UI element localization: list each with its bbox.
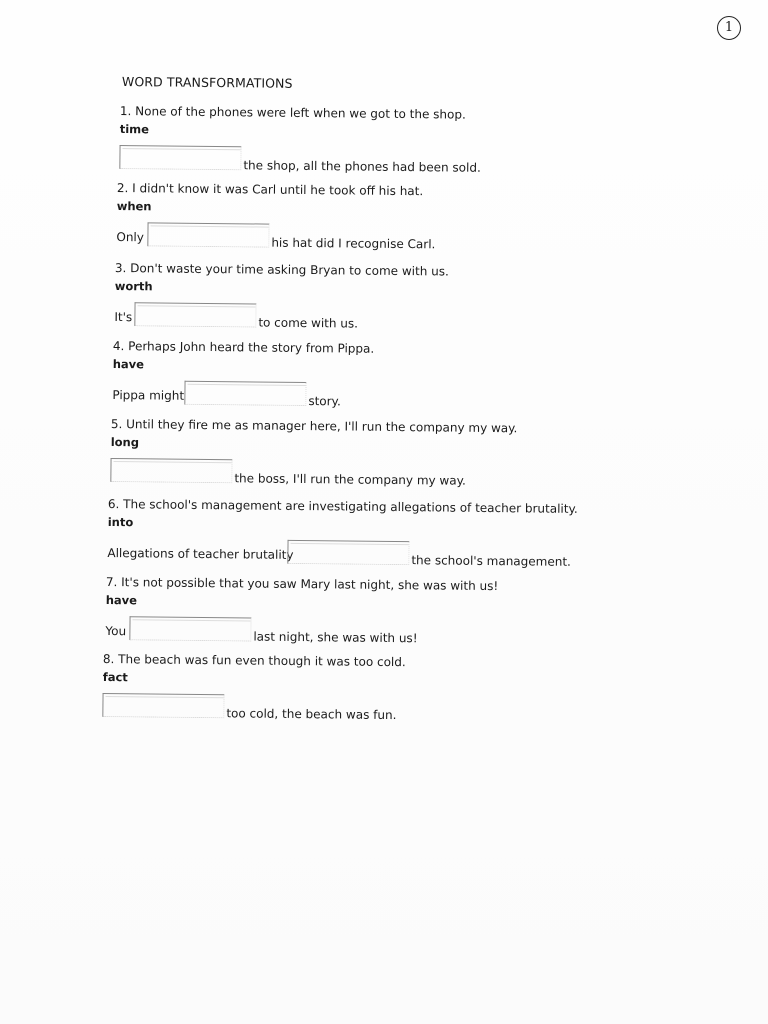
question-text: 6. The school's management are investigating allegations of teacher brutality. bbox=[107, 497, 578, 516]
exercise-item-8 bbox=[102, 652, 623, 728]
answer-box[interactable] bbox=[287, 540, 409, 565]
keyword: when bbox=[116, 198, 152, 214]
suffix-text: last night, she was with us! bbox=[253, 629, 418, 646]
worksheet-title: WORD TRANSFORMATIONS bbox=[121, 74, 293, 91]
answer-box[interactable] bbox=[119, 145, 241, 170]
suffix-text: the boss, I'll run the company my way. bbox=[234, 471, 466, 488]
suffix-text: the school's management. bbox=[411, 553, 571, 569]
prefix-text: Only bbox=[116, 229, 144, 245]
keyword: have bbox=[112, 356, 145, 372]
suffix-text: his hat did I recognise Carl. bbox=[271, 235, 436, 252]
answer-box[interactable] bbox=[184, 381, 306, 406]
keyword: have bbox=[105, 592, 138, 608]
suffix-text: story. bbox=[308, 394, 341, 409]
answer-line bbox=[107, 538, 577, 573]
exercise-item-7 bbox=[105, 575, 626, 651]
keyword: into bbox=[107, 514, 134, 530]
question-text: 4. Perhaps John heard the story from Pippa. bbox=[112, 339, 375, 356]
answer-line bbox=[105, 616, 625, 651]
answer-box[interactable] bbox=[110, 458, 232, 483]
question-text: 7. It's not possible that you saw Mary last night, she was with us! bbox=[105, 575, 499, 594]
suffix-text: too cold, the beach was fun. bbox=[226, 706, 397, 723]
answer-box[interactable] bbox=[134, 302, 256, 327]
suffix-text: the shop, all the phones had been sold. bbox=[243, 158, 481, 175]
exercise-item-1 bbox=[119, 104, 640, 180]
exercise-item-5 bbox=[110, 417, 631, 493]
page-number: 1 bbox=[717, 16, 741, 40]
question-text: 5. Until they fire me as manager here, I'll run the company my way. bbox=[110, 417, 518, 436]
exercise-item-6 bbox=[107, 497, 578, 573]
answer-line bbox=[114, 302, 634, 337]
question-text: 3. Don't waste your time asking Bryan to come with us. bbox=[114, 261, 449, 279]
exercise-item-2 bbox=[116, 181, 637, 257]
exercise-item-3 bbox=[114, 261, 635, 337]
prefix-text: You bbox=[105, 623, 127, 639]
suffix-text: to come with us. bbox=[258, 315, 359, 331]
answer-line bbox=[119, 145, 639, 180]
exercise-item-4 bbox=[112, 339, 633, 415]
answer-box[interactable] bbox=[129, 616, 251, 641]
keyword: time bbox=[119, 121, 150, 137]
question-text: 8. The beach was fun even though it was too cold. bbox=[102, 652, 406, 670]
answer-line bbox=[102, 693, 622, 728]
answer-line bbox=[112, 380, 632, 415]
prefix-text: It's bbox=[114, 309, 133, 325]
keyword: worth bbox=[114, 278, 153, 294]
answer-box[interactable] bbox=[147, 222, 269, 247]
keyword: long bbox=[110, 434, 140, 450]
answer-box[interactable] bbox=[102, 693, 224, 718]
prefix-text: Pippa might bbox=[112, 387, 185, 403]
question-text: 1. None of the phones were left when we got to the shop. bbox=[119, 104, 466, 122]
question-text: 2. I didn't know it was Carl until he took off his hat. bbox=[116, 181, 424, 199]
prefix-text: Allegations of teacher brutality bbox=[107, 545, 294, 562]
answer-line bbox=[116, 222, 636, 257]
answer-line bbox=[110, 458, 630, 493]
keyword: fact bbox=[102, 669, 128, 685]
